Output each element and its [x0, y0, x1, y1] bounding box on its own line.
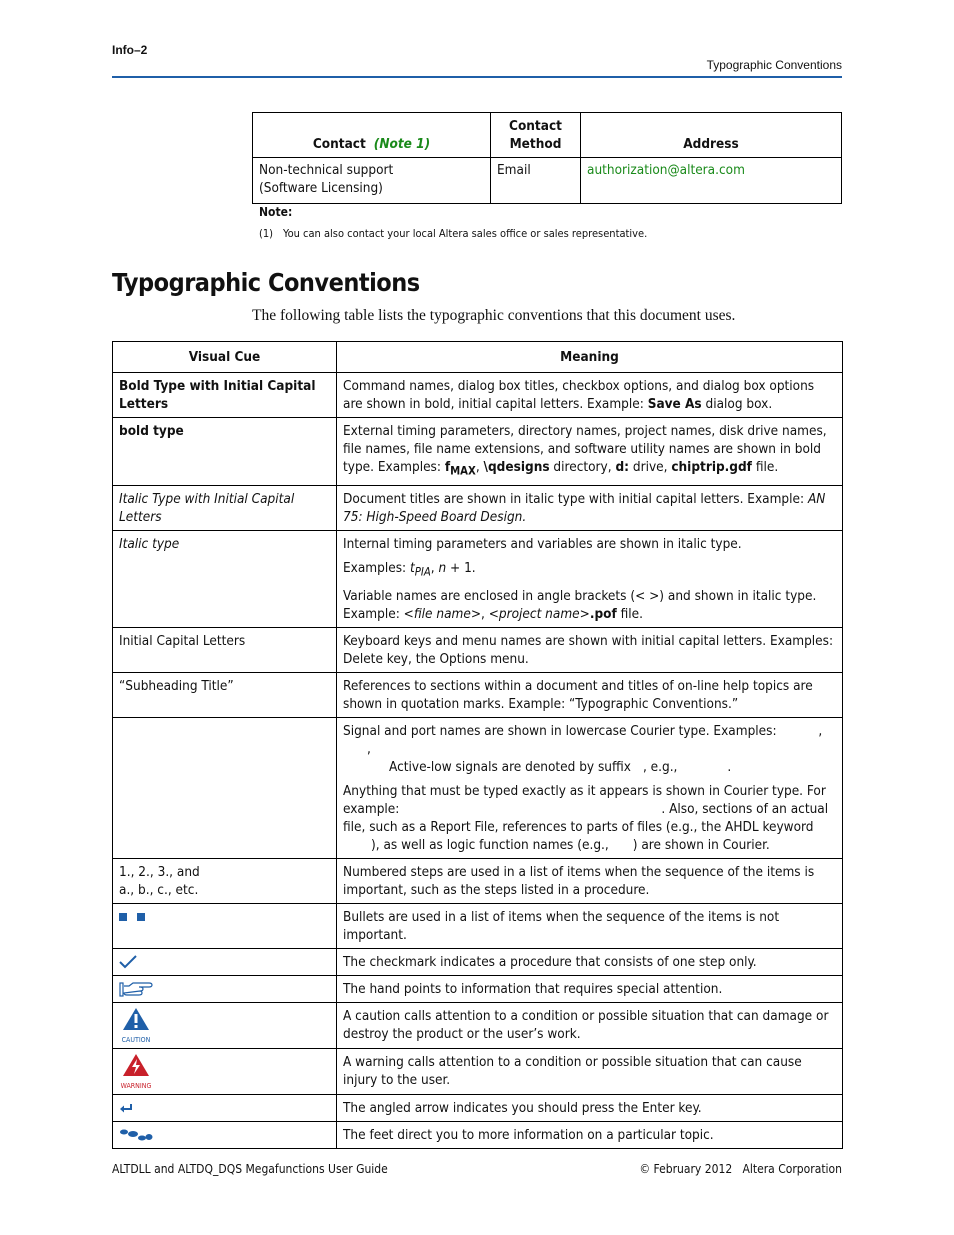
- table-row: [113, 1003, 843, 1049]
- meaning-cell: Numbered steps are used in a list of items when the sequence of the items is important, such as the steps listed in a procedure.: [337, 859, 843, 904]
- checkmark-icon: [119, 955, 137, 969]
- cue-cell: Bold Type with Initial Capital Letters: [113, 373, 337, 418]
- meaning-cell: A warning calls attention to a condition or possible situation that can cause injury to the user.: [337, 1049, 843, 1095]
- meaning-cell: The hand points to information that requires special attention.: [337, 976, 843, 1003]
- table-row: [113, 418, 843, 486]
- meaning-header: Meaning: [337, 342, 843, 373]
- table-row: [113, 718, 843, 859]
- caution-icon: CAUTION: [119, 1007, 153, 1044]
- hand-pointing-icon: [119, 981, 153, 997]
- running-header: Typographic Conventions: [706, 58, 842, 72]
- cue-cell: Italic Type with Initial Capital Letters: [113, 485, 337, 530]
- header-rule: [112, 76, 842, 78]
- method-header: Contact Method: [491, 113, 581, 158]
- cue-cell: [113, 1049, 337, 1095]
- note-title: Note:: [259, 205, 293, 219]
- meaning-cell: Keyboard keys and menu names are shown with initial capital letters. Examples: Delete key, the Options menu.: [337, 628, 843, 673]
- cue-cell: Italic type: [113, 530, 337, 628]
- feet-icon: [119, 1128, 153, 1142]
- meaning-cell: Bullets are used in a list of items when the sequence of the items is not important.: [337, 904, 843, 949]
- table-row: [113, 976, 843, 1003]
- table-row: [113, 628, 843, 673]
- table-row: [113, 904, 843, 949]
- table-row: [113, 1095, 843, 1122]
- warning-icon: WARNING: [119, 1053, 153, 1090]
- contact-cell: Non-technical support (Software Licensing): [253, 158, 491, 204]
- cue-cell: [113, 1095, 337, 1122]
- cue-cell: bold type: [113, 418, 337, 486]
- table-row: [113, 485, 843, 530]
- cue-cell: [113, 976, 337, 1003]
- meaning-cell: The feet direct you to more information on a particular topic.: [337, 1122, 843, 1149]
- cue-cell: [113, 1122, 337, 1149]
- address-cell: [581, 158, 842, 204]
- cue-cell: 1., 2., 3., and a., b., c., etc.: [113, 859, 337, 904]
- table-row: [113, 949, 843, 976]
- footer-title: ALTDLL and ALTDQ_DQS Megafunctions User Guide: [112, 1162, 388, 1176]
- address-header: Address: [581, 113, 842, 158]
- meaning-cell: The checkmark indicates a procedure that consists of one step only.: [337, 949, 843, 976]
- cue-cell: [113, 904, 337, 949]
- meaning-cell: External timing parameters, directory names, project names, disk drive names, file names, file name extensions, and software utility names are shown in bold type. Examples: $f_{MAX}$, \qdesigns directory, d: drive, chiptrip.gdf file.: [337, 418, 843, 486]
- footer-copyright: © February 2012 Altera Corporation: [639, 1162, 842, 1176]
- bullet-squares-icon: [119, 908, 155, 926]
- meaning-cell: The angled arrow indicates you should press the Enter key.: [337, 1095, 843, 1122]
- note-link[interactable]: (Note 1): [373, 136, 431, 152]
- note-item: (1) You can also contact your local Altera sales office or sales representative.: [259, 227, 648, 240]
- section-title: Typographic Conventions: [112, 268, 420, 297]
- meaning-cell: A caution calls attention to a condition or possible situation that can damage or destroy the product or the user’s work.: [337, 1003, 843, 1049]
- contact-table: [252, 112, 842, 204]
- table-row: [113, 1049, 843, 1095]
- cue-cell: Initial Capital Letters: [113, 628, 337, 673]
- conventions-table: [112, 341, 843, 1149]
- table-row: [113, 373, 843, 418]
- meaning-cell: Document titles are shown in italic type with initial capital letters. Example: AN 75: High-Speed Board Design.: [337, 485, 843, 530]
- page-number: Info–2: [112, 43, 148, 57]
- email-link[interactable]: authorization@altera.com: [587, 162, 745, 178]
- meaning-cell: Command names, dialog box titles, checkbox options, and dialog box options are shown in bold, initial capital letters. Example: Save As dialog box.: [337, 373, 843, 418]
- cue-cell: “Subheading Title”: [113, 673, 337, 718]
- table-row: [113, 859, 843, 904]
- visual-cue-header: Visual Cue: [113, 342, 337, 373]
- section-intro: The following table lists the typographic conventions that this document uses.: [252, 307, 736, 324]
- meaning-cell: Internal timing parameters and variables are shown in italic type. Examples: $t_{PIA}$, n + 1. Variable names are enclosed in angle brackets (< >) and shown in italic type. Example: <file name>, <project name>.pof file.: [337, 530, 843, 628]
- cue-cell: [113, 949, 337, 976]
- meaning-cell: References to sections within a document and titles of on-line help topics are shown in quotation marks. Example: “Typographic Conventions.”: [337, 673, 843, 718]
- cue-cell: [113, 718, 337, 859]
- enter-arrow-icon: [119, 1103, 133, 1113]
- contact-header: Contact (Note 1): [253, 113, 491, 158]
- method-cell: Email: [491, 158, 581, 204]
- table-row: [113, 673, 843, 718]
- table-row: [253, 158, 842, 204]
- table-row: [113, 1122, 843, 1149]
- table-row: [113, 530, 843, 628]
- meaning-cell: Signal and port names are shown in lowercase Courier type. Examples: ,, Active-low signals are denoted by suffix , e.g., . Anything that must be typed exactly as it appears is shown in Courier type. For example: . Also, sections of an actual file, such as a Report File, references to parts of files (e.g., the AHDL keyword ), as well as logic function names (e.g., ) are shown in Courier.: [337, 718, 843, 859]
- cue-cell: [113, 1003, 337, 1049]
